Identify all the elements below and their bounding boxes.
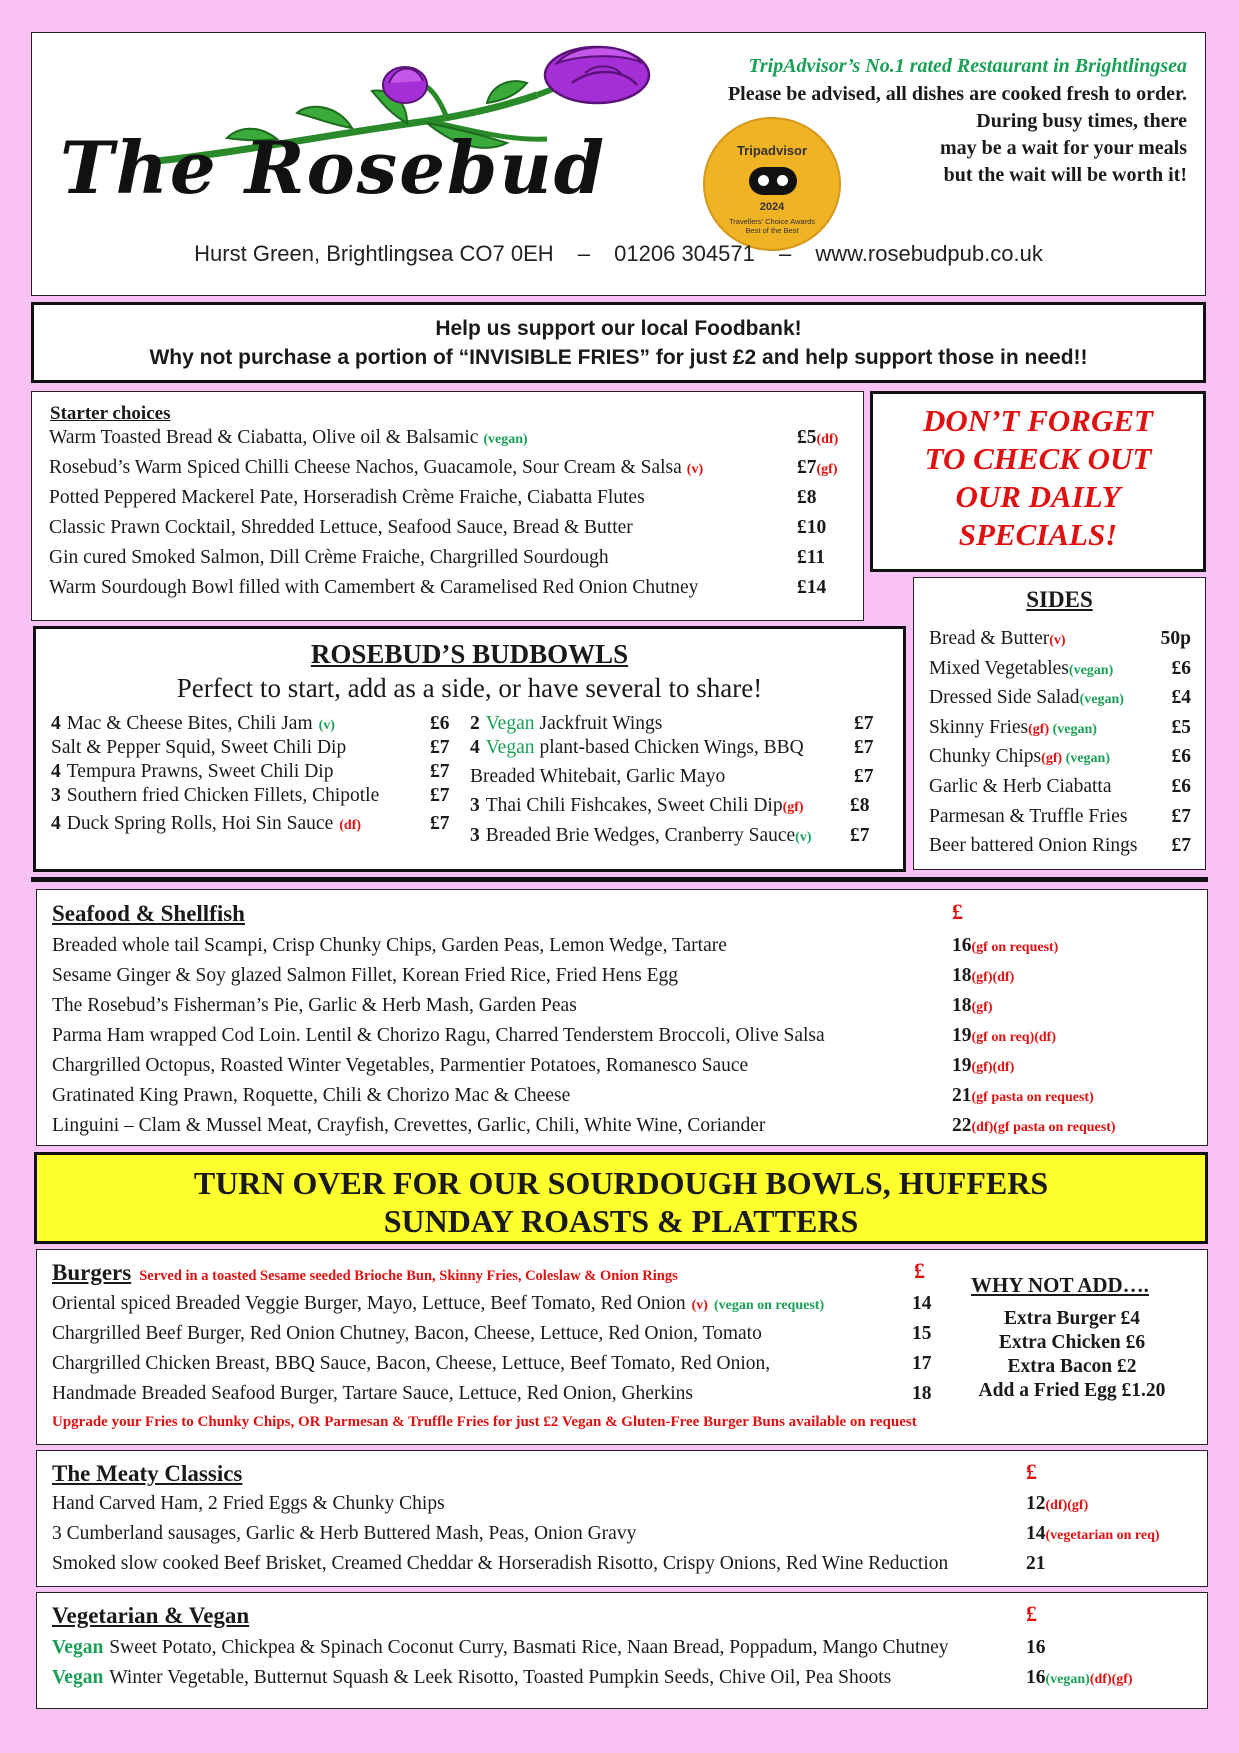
badge-year: 2024: [759, 201, 785, 213]
item-name: Dressed Side Salad: [929, 687, 1080, 709]
item-price: £7: [1171, 805, 1191, 827]
item-price: [797, 457, 838, 479]
starters-box: [31, 391, 864, 621]
item-name: Parma Ham wrapped Cod Loin. Lentil & Chorizo Ragu, Charred Tenderstem Broccoli, Olive Salsa: [52, 1025, 825, 1046]
item-price: [1026, 1553, 1046, 1575]
item-qty: 4: [51, 761, 61, 782]
price-value: 22: [952, 1115, 972, 1136]
item-name: 3 Cumberland sausages, Garlic & Herb Buttered Mash, Peas, Onion Gravy: [52, 1523, 637, 1544]
burgers-subtitle: Served in a toasted Sesame seeded Brioche Bun, Skinny Fries, Coleslaw & Onion Rings: [139, 1268, 678, 1284]
addon-item: Extra Burger £4: [1003, 1308, 1141, 1329]
dietary-tag: (gf on req)(df): [971, 1030, 1057, 1045]
seafood-row: [37, 935, 1207, 963]
item-name: Mac & Cheese Bites, Chili Jam: [66, 713, 313, 734]
dietary-tag: (vegan): [1049, 721, 1097, 737]
item-price: £7: [430, 813, 450, 834]
starter-row: [32, 427, 863, 455]
item-desc: [52, 1523, 636, 1545]
seafood-row: [37, 965, 1207, 993]
turnover-line-1: TURN OVER FOR OUR SOURDOUGH BOWLS, HUFFERS: [193, 1165, 1049, 1201]
item-name: Chunky Chips: [929, 746, 1042, 768]
dietary-tag: (gf on request): [971, 940, 1059, 955]
item-desc: [470, 766, 725, 788]
price-value: 19: [952, 1055, 972, 1076]
item-price: £5: [1171, 716, 1191, 738]
item-desc: [52, 1637, 949, 1659]
addon-item: Extra Chicken £6: [998, 1332, 1146, 1353]
turnover-line-2: SUNDAY ROASTS & PLATTERS: [383, 1203, 859, 1239]
item-price: £7: [854, 766, 874, 787]
item-desc: [470, 825, 812, 847]
price-value: 14: [912, 1293, 932, 1314]
price-value: 18: [952, 965, 972, 986]
burgers-upgrade-note: Upgrade your Fries to Chunky Chips, OR Parmesan & Truffle Fries for just £2 Vegan & Gluten-Free Burger Buns available on request: [52, 1414, 917, 1430]
item-desc: [929, 628, 1066, 650]
item-desc: [52, 935, 727, 957]
burgers-title: Burgers: [52, 1260, 132, 1285]
meaty-box: [36, 1450, 1208, 1587]
price-value: 18: [952, 995, 972, 1016]
badge-ring-text: Travellers’ Choice Awards Best of the Best: [728, 217, 815, 235]
item-qty: 2: [470, 713, 480, 734]
dietary-tag: (df)(gf): [1089, 1672, 1133, 1687]
dietary-tag: (gf)(df): [971, 970, 1015, 985]
specials-text: [873, 402, 1203, 554]
specials-box: [870, 391, 1206, 572]
item-name: Thai Chili Fishcakes, Sweet Chili Dip: [485, 795, 783, 816]
dietary-tag: (vegan on request): [713, 1298, 825, 1313]
addons-title: WHY NOT ADD….: [971, 1273, 1149, 1297]
item-qty: 3: [470, 795, 480, 816]
tripadvisor-badge: [703, 117, 841, 251]
foodbank-box: [31, 302, 1206, 383]
item-desc: [52, 1085, 570, 1107]
item-name: Skinny Fries: [929, 716, 1029, 738]
budbowl-row: [36, 795, 903, 823]
phone-link[interactable]: 01206 304571: [614, 241, 755, 266]
dietary-tag: (v): [691, 1298, 708, 1313]
veg-currency: £: [1026, 1601, 1037, 1626]
item-price: [1026, 1493, 1088, 1515]
dietary-tag: (v): [795, 830, 812, 845]
item-desc: [52, 1553, 948, 1575]
dietary-tag: (v): [318, 718, 335, 733]
dietary-tag: (vegetarian on req): [1045, 1528, 1160, 1543]
item-desc: [929, 717, 1097, 739]
item-desc: [49, 457, 703, 479]
burgers-currency: £: [914, 1258, 925, 1283]
website-link[interactable]: www.rosebudpub.co.uk: [815, 241, 1043, 266]
side-row: [914, 835, 1205, 863]
dietary-tag: (gf pasta on request): [971, 1090, 1094, 1105]
item-qty: 4: [51, 713, 61, 734]
dietary-tag: (gf)(df): [971, 1060, 1015, 1075]
vegan-label: Vegan: [485, 713, 535, 734]
item-price: [1026, 1637, 1046, 1659]
veg-title: Vegetarian & Vegan: [52, 1603, 250, 1628]
budbowls-box: [33, 626, 906, 872]
item-desc: [52, 1353, 770, 1375]
item-name: Beer battered Onion Rings: [929, 835, 1138, 857]
item-name: Breaded Whitebait, Garlic Mayo: [470, 766, 726, 787]
item-price: £4: [1171, 687, 1191, 709]
item-name: Bread & Butter: [929, 628, 1050, 649]
item-name: Parmesan & Truffle Fries: [929, 805, 1128, 827]
sides-title: SIDES: [1026, 587, 1093, 612]
item-name: Classic Prawn Cocktail, Shredded Lettuce, Seafood Sauce, Bread & Butter: [49, 517, 633, 538]
meaty-currency: £: [1026, 1459, 1037, 1484]
item-name: Gratinated King Prawn, Roquette, Chili & Chorizo Mac & Cheese: [52, 1085, 571, 1106]
dietary-tag: (gf): [971, 1000, 993, 1015]
seafood-row: [37, 1085, 1207, 1113]
item-desc: [52, 965, 678, 987]
item-name: Gin cured Smoked Salmon, Dill Crème Fraiche, Chargrilled Sourdough: [49, 547, 609, 568]
item-price: £7: [430, 785, 450, 806]
item-price: [1026, 1667, 1133, 1689]
side-row: [914, 746, 1205, 774]
dietary-tag: (gf): [816, 462, 838, 477]
item-desc: [49, 487, 645, 509]
price-value: £14: [797, 577, 827, 598]
item-desc: [52, 1055, 748, 1077]
advisory-line-2: During busy times, there: [976, 110, 1187, 132]
price-value: 15: [912, 1323, 932, 1344]
seafood-row: [37, 1025, 1207, 1053]
starters-title: Starter choices: [50, 403, 171, 424]
header-box: [31, 32, 1206, 296]
item-qty: 3: [470, 825, 480, 846]
item-name: Smoked slow cooked Beef Brisket, Creamed Cheddar & Horseradish Risotto, Crispy Onions, Red Wine Reduction: [52, 1553, 949, 1574]
seafood-currency: £: [952, 899, 963, 924]
item-qty: 3: [51, 785, 61, 806]
item-price: [1026, 1523, 1160, 1545]
dietary-tag: (vegan): [1045, 1672, 1090, 1687]
item-price: [952, 1115, 1116, 1137]
item-desc: [52, 1115, 765, 1137]
item-price: [952, 995, 993, 1017]
item-name: Jackfruit Wings: [539, 713, 663, 734]
price-value: 16: [952, 935, 972, 956]
item-price: £7: [1171, 835, 1191, 857]
item-desc: [470, 713, 662, 735]
item-name: Chargrilled Beef Burger, Red Onion Chutney, Bacon, Cheese, Lettuce, Red Onion, Tomato: [52, 1323, 762, 1344]
separator: –: [778, 241, 792, 266]
item-name: Warm Sourdough Bowl filled with Camembert & Caramelised Red Onion Chutney: [49, 577, 699, 598]
starter-row: [32, 517, 863, 545]
foodbank-line-2: Why not purchase a portion of “INVISIBLE FRIES” for just £2 and help support those in need!!: [149, 346, 1088, 369]
vegan-label: Vegan: [485, 737, 535, 758]
budbowl-row: [36, 766, 903, 794]
section-divider: [31, 877, 1208, 882]
meaty-title: The Meaty Classics: [52, 1461, 243, 1486]
dietary-tag: (df): [339, 818, 362, 833]
item-price: [912, 1323, 932, 1345]
item-price: £7: [854, 713, 874, 734]
foodbank-line-1: Help us support our local Foodbank!: [435, 317, 802, 340]
veg-box: [36, 1592, 1208, 1709]
addon-item: Extra Bacon £2: [1007, 1356, 1137, 1377]
item-name: Salt & Pepper Squid, Sweet Chili Dip: [51, 737, 347, 758]
item-name: Oriental spiced Breaded Veggie Burger, Mayo, Lettuce, Beef Tomato, Red Onion: [52, 1293, 686, 1314]
item-desc: [49, 577, 698, 599]
item-price: £6: [1171, 657, 1191, 679]
advisory-line-1: Please be advised, all dishes are cooked fresh to order.: [727, 83, 1187, 105]
dietary-tag: (vegan): [1062, 751, 1110, 767]
item-name: Southern fried Chicken Fillets, Chipotle: [66, 785, 380, 806]
item-price: £6: [1171, 746, 1191, 768]
item-price: [952, 935, 1058, 957]
item-name: Breaded Brie Wedges, Cranberry Sauce: [485, 825, 796, 846]
side-row: [914, 717, 1205, 745]
side-row: [914, 776, 1205, 804]
price-value: 18: [912, 1383, 932, 1404]
item-name: Duck Spring Rolls, Hoi Sin Sauce: [66, 813, 334, 834]
item-name: Sesame Ginger & Soy glazed Salmon Fillet, Korean Fried Rice, Fried Hens Egg: [52, 965, 679, 986]
item-price: [797, 547, 825, 569]
seafood-row: [37, 995, 1207, 1023]
price-value: 21: [952, 1085, 972, 1106]
item-price: [952, 1025, 1056, 1047]
item-price: £8: [850, 795, 870, 816]
item-price: £6: [1171, 776, 1191, 797]
price-value: £11: [797, 547, 826, 568]
item-desc: [49, 547, 609, 569]
owl-icon: [749, 167, 797, 195]
item-desc: [929, 687, 1124, 709]
vegan-label: Vegan: [52, 1667, 104, 1688]
item-desc: [49, 517, 633, 539]
budbowl-row: [36, 737, 903, 765]
advisory-line-4: but the wait will be worth it!: [943, 164, 1187, 186]
logo-text: The Rosebud: [60, 125, 607, 210]
item-desc: [470, 737, 804, 759]
item-price: £7: [430, 737, 450, 758]
tripadvisor-line: TripAdvisor’s No.1 rated Restaurant in Brightlingsea: [748, 55, 1187, 77]
price-value: £5: [797, 427, 817, 448]
vegan-label: Vegan: [52, 1637, 104, 1658]
item-desc: [49, 427, 528, 449]
item-price: [797, 517, 826, 539]
item-name: Breaded whole tail Scampi, Crisp Chunky Chips, Garden Peas, Lemon Wedge, Tartare: [52, 935, 727, 956]
dietary-tag: (gf): [1041, 751, 1063, 767]
item-name: Tempura Prawns, Sweet Chili Dip: [66, 761, 334, 782]
item-name: Warm Toasted Bread & Ciabatta, Olive oil & Balsamic: [49, 427, 479, 448]
item-price: £7: [430, 761, 450, 782]
dietary-tag: (vegan): [1079, 692, 1124, 708]
item-desc: [52, 1293, 824, 1315]
veg-row: [37, 1637, 1207, 1665]
advisory-line-3: may be a wait for your meals: [939, 137, 1187, 159]
item-qty: 4: [51, 813, 61, 834]
item-price: [912, 1383, 932, 1405]
item-desc: [929, 746, 1110, 768]
dietary-tag: (df)(gf pasta on request): [971, 1120, 1116, 1135]
price-value: £7: [797, 457, 817, 478]
dietary-tag: (gf): [782, 800, 804, 815]
price-value: £8: [797, 487, 817, 508]
item-name: Chargrilled Octopus, Roasted Winter Vegetables, Parmentier Potatoes, Romanesco Sauce: [52, 1055, 749, 1076]
sides-box: [913, 577, 1206, 870]
seafood-row: [37, 1115, 1207, 1143]
budbowls-subtitle: Perfect to start, add as a side, or have several to share!: [176, 673, 763, 703]
address: Hurst Green, Brightlingsea CO7 0EH: [194, 241, 554, 266]
meaty-row: [37, 1493, 1207, 1521]
side-row: [914, 687, 1205, 715]
specials-line: SPECIALS!: [958, 517, 1118, 552]
item-desc: [470, 795, 804, 817]
item-desc: [52, 1025, 825, 1047]
price-value: 16: [1026, 1637, 1046, 1658]
seafood-title: Seafood & Shellfish: [52, 901, 245, 926]
dietary-tag: (v): [1049, 633, 1066, 648]
contact-line: [32, 241, 1205, 267]
price-value: 16: [1026, 1667, 1046, 1688]
addon-item: Add a Fried Egg £1.20: [978, 1380, 1166, 1401]
item-name: Garlic & Herb Ciabatta: [929, 776, 1112, 797]
seafood-box: [36, 889, 1208, 1146]
item-desc: [52, 1323, 762, 1345]
item-desc: [52, 1493, 445, 1515]
item-price: £7: [854, 737, 874, 758]
item-desc: [52, 1383, 693, 1405]
item-name: Rosebud’s Warm Spiced Chilli Cheese Nachos, Guacamole, Sour Cream & Salsa: [49, 457, 682, 478]
item-name: Sweet Potato, Chickpea & Spinach Coconut Curry, Basmati Rice, Naan Bread, Poppadum, Mango Chutney: [109, 1637, 949, 1658]
side-row: [914, 628, 1205, 656]
dietary-tag: (df)(gf): [1045, 1498, 1089, 1513]
item-name: Hand Carved Ham, 2 Fried Eggs & Chunky Chips: [52, 1493, 445, 1514]
specials-line: DON’T FORGET: [923, 403, 1153, 438]
item-price: [797, 427, 838, 449]
item-name: plant-based Chicken Wings, BBQ: [539, 737, 804, 758]
price-value: 14: [1026, 1523, 1046, 1544]
item-desc: [52, 1667, 891, 1689]
item-price: £6: [430, 713, 450, 734]
seafood-row: [37, 1055, 1207, 1083]
starter-row: [32, 577, 863, 605]
item-name: Linguini – Clam & Mussel Meat, Crayfish, Crevettes, Garlic, Chili, White Wine, Coriander: [52, 1115, 766, 1136]
veg-row: [37, 1667, 1207, 1695]
item-name: Mixed Vegetables: [929, 657, 1069, 679]
item-price: [952, 965, 1014, 987]
budbowl-row: [36, 825, 903, 853]
item-price: [952, 1085, 1094, 1107]
burgers-heading: [52, 1260, 678, 1286]
starter-row: [32, 547, 863, 575]
price-value: £10: [797, 517, 827, 538]
dietary-tag: (df): [816, 432, 839, 447]
item-name: Handmade Breaded Seafood Burger, Tartare Sauce, Lettuce, Red Onion, Gherkins: [52, 1383, 693, 1404]
starter-row: [32, 487, 863, 515]
dietary-tag: (vegan): [483, 432, 528, 447]
specials-line: TO CHECK OUT: [924, 441, 1152, 476]
item-desc: [929, 806, 1127, 828]
side-row: [914, 806, 1205, 834]
meaty-row: [37, 1523, 1207, 1551]
item-name: The Rosebud’s Fisherman’s Pie, Garlic & Herb Mash, Garden Peas: [52, 995, 577, 1016]
item-name: Winter Vegetable, Butternut Squash & Leek Risotto, Toasted Pumpkin Seeds, Chive Oil, Pea Shoots: [109, 1667, 892, 1688]
meaty-row: [37, 1553, 1207, 1581]
price-value: 21: [1026, 1553, 1046, 1574]
burgers-box: [36, 1249, 1208, 1445]
item-price: [797, 487, 817, 509]
dietary-tag: (v): [686, 462, 704, 477]
starter-row: [32, 457, 863, 485]
item-desc: [929, 658, 1113, 680]
price-value: 19: [952, 1025, 972, 1046]
separator: –: [577, 241, 591, 266]
item-desc: [52, 995, 577, 1017]
item-desc: [929, 835, 1138, 857]
addons-list: [937, 1307, 1207, 1403]
budbowls-title: ROSEBUD’S BUDBOWLS: [310, 639, 629, 669]
item-name: Potted Peppered Mackerel Pate, Horseradish Crème Fraiche, Ciabatta Flutes: [49, 487, 645, 508]
item-desc: [929, 776, 1111, 798]
side-row: [914, 658, 1205, 686]
item-price: 50p: [1160, 628, 1191, 649]
price-value: 12: [1026, 1493, 1046, 1514]
turnover-banner: [34, 1152, 1208, 1244]
item-price: [952, 1055, 1014, 1077]
dietary-tag: (vegan): [1068, 662, 1114, 678]
badge-brand: Tripadvisor: [736, 143, 808, 158]
dietary-tag: (gf): [1028, 721, 1050, 737]
price-value: 17: [912, 1353, 932, 1374]
item-name: Chargrilled Chicken Breast, BBQ Sauce, Bacon, Cheese, Lettuce, Beef Tomato, Red Onion,: [52, 1353, 771, 1374]
item-price: [797, 577, 826, 599]
item-price: [912, 1353, 932, 1375]
item-price: [912, 1293, 932, 1315]
specials-line: OUR DAILY: [955, 479, 1121, 514]
item-qty: 4: [470, 737, 480, 758]
item-price: £7: [850, 825, 870, 846]
